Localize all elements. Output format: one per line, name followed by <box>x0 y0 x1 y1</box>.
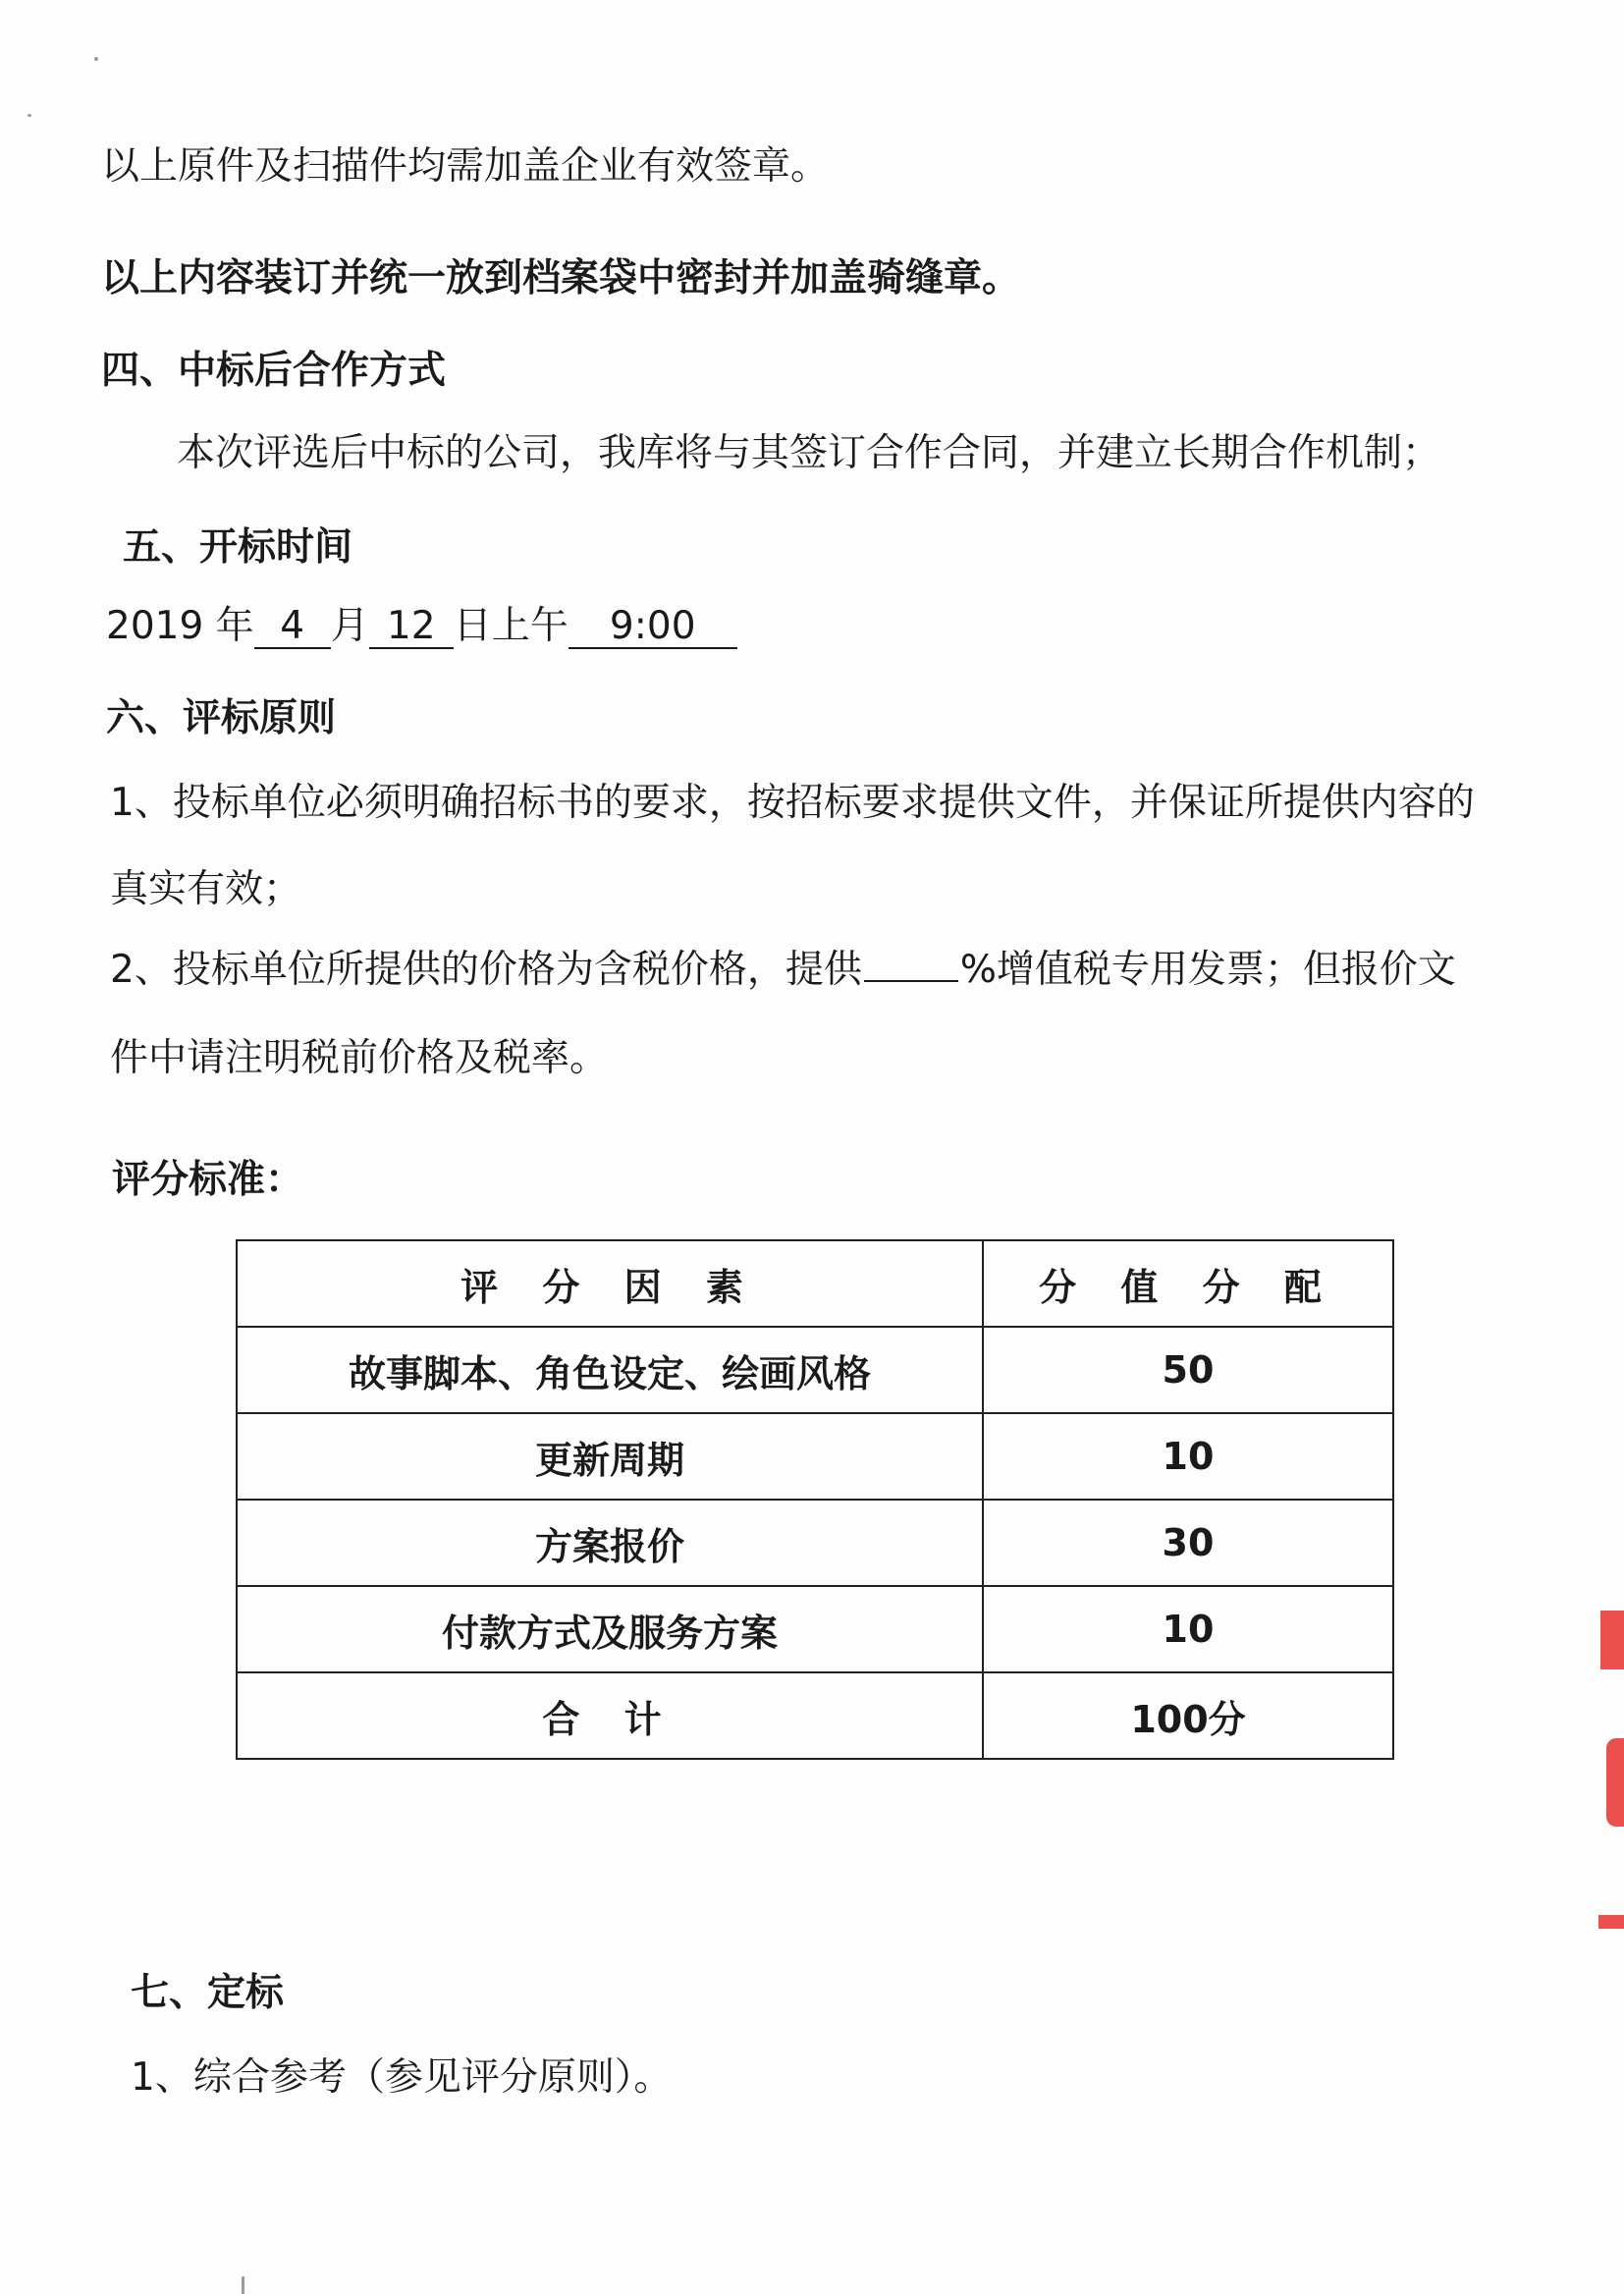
row-score: 10 <box>983 1586 1393 1672</box>
total-label: 合 计 <box>237 1672 983 1759</box>
date-day: 12 <box>369 607 454 649</box>
scoring-standard-title: 评分标准： <box>112 1158 304 1202</box>
principle-item-2-cont: 件中请注明税前价格及税率。 <box>110 1036 609 1080</box>
seal-fragment-mid <box>1606 1738 1624 1827</box>
scan-speck <box>242 2276 244 2294</box>
header-factor: 评 分 因 素 <box>237 1240 983 1327</box>
date-time: 9:00 <box>568 607 737 649</box>
principle-item-1: 1、投标单位必须明确招标书的要求，按招标要求提供文件，并保证所提供内容的 <box>110 781 1475 825</box>
paragraph-signature-note: 以上原件及扫描件均需加盖企业有效签章。 <box>101 144 830 189</box>
header-score: 分 值 分 配 <box>983 1240 1393 1327</box>
row-score: 10 <box>983 1413 1393 1500</box>
row-factor: 付款方式及服务方案 <box>237 1586 983 1672</box>
table-header-row <box>237 1240 1393 1327</box>
date-month-unit: 月 <box>330 604 369 648</box>
principle-item-1-cont: 真实有效； <box>110 867 302 911</box>
scan-speck <box>27 114 31 117</box>
heading-cooperation: 四、中标后合作方式 <box>101 349 447 393</box>
heading-opening-time: 五、开标时间 <box>123 525 353 570</box>
heading-award: 七、定标 <box>131 1971 285 2015</box>
date-year-unit: 年 <box>215 604 254 648</box>
seal-fragment-top <box>1600 1611 1624 1669</box>
table-row <box>237 1413 1393 1500</box>
heading-evaluation-principles: 六、评标原则 <box>106 696 337 740</box>
award-item-1: 1、综合参考（参见评分原则）。 <box>131 2055 673 2100</box>
principle-item-2 <box>110 948 1456 992</box>
table-row <box>237 1327 1393 1413</box>
row-factor: 故事脚本、角色设定、绘画风格 <box>237 1327 983 1413</box>
row-score: 30 <box>983 1500 1393 1586</box>
row-score: 50 <box>983 1327 1393 1413</box>
total-score: 100分 <box>983 1672 1393 1759</box>
principle-item-2-pre: 2、投标单位所提供的价格为含税价格，提供 <box>110 948 862 992</box>
scan-speck <box>94 57 98 61</box>
table-row <box>237 1500 1393 1586</box>
table-total-row <box>237 1672 1393 1759</box>
tax-rate-blank <box>864 951 958 982</box>
opening-date <box>106 604 737 649</box>
scoring-table <box>236 1239 1394 1760</box>
principle-item-2-post: %增值税专用发票；但报价文 <box>959 948 1456 992</box>
table-row <box>237 1586 1393 1672</box>
paragraph-seal-note: 以上内容装订并统一放到档案袋中密封并加盖骑缝章。 <box>101 256 1021 301</box>
seal-fragment-bottom <box>1598 1915 1624 1929</box>
date-day-unit: 日上午 <box>453 604 568 648</box>
row-factor: 方案报价 <box>237 1500 983 1586</box>
row-factor: 更新周期 <box>237 1413 983 1500</box>
date-month: 4 <box>254 607 331 649</box>
paragraph-cooperation: 本次评选后中标的公司，我库将与其签订合作合同，并建立长期合作机制； <box>177 431 1441 475</box>
date-year: 2019 <box>106 604 204 648</box>
